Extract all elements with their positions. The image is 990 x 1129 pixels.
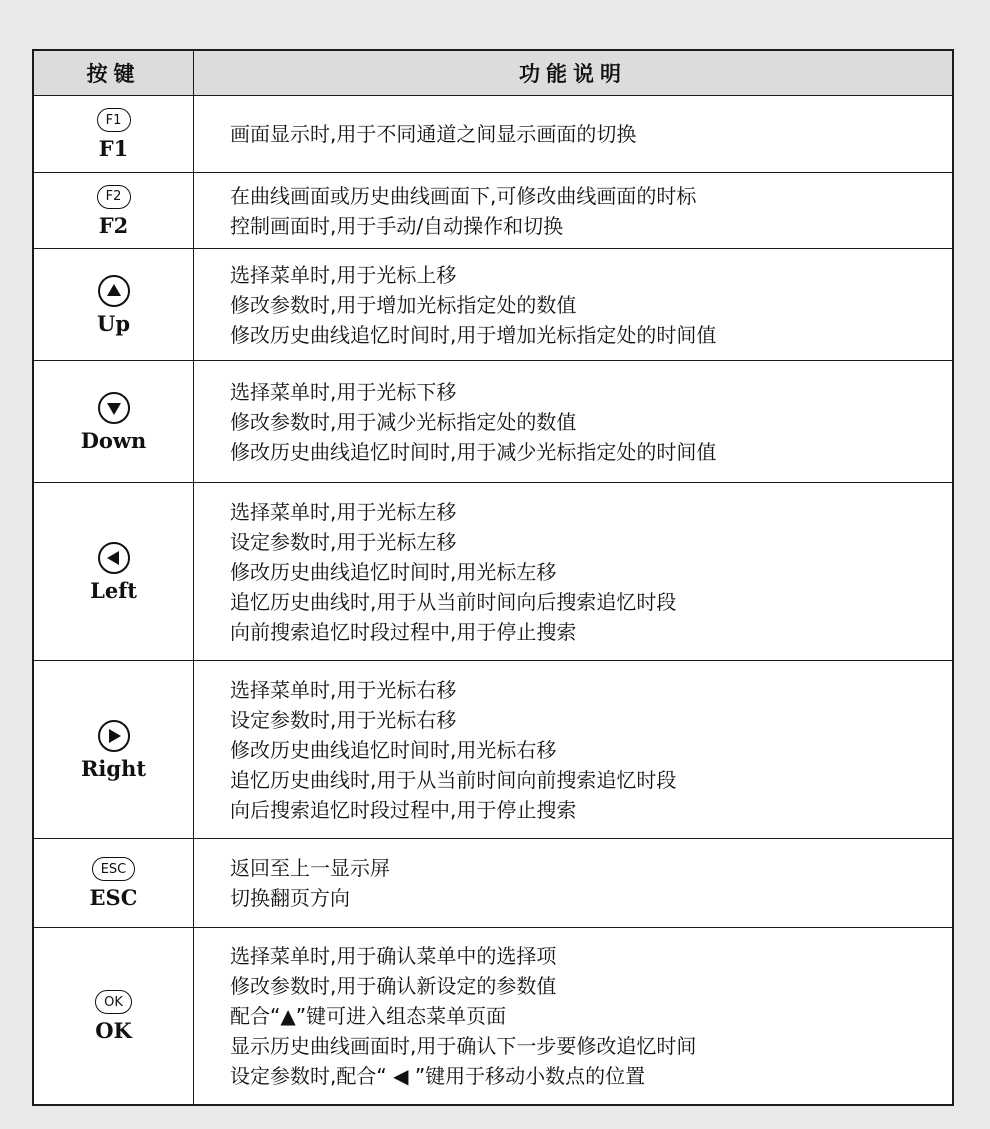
function-cell — [194, 96, 952, 172]
table-header — [34, 51, 952, 95]
function-cell — [194, 661, 952, 838]
esc-key-icon — [92, 857, 136, 881]
function-line: 修改历史曲线追忆时间时,用光标右移 — [230, 737, 557, 762]
function-line: 控制画面时,用于手动/自动操作和切换 — [230, 213, 564, 238]
key-name-right: Right — [80, 755, 147, 781]
function-line: 配合“▲”键可进入组态菜单页面 — [230, 1004, 507, 1028]
right-triangle-icon — [98, 720, 130, 752]
function-line: 切换翻页方向 — [230, 886, 350, 910]
key-cell — [34, 928, 194, 1104]
table-row-f2 — [34, 172, 952, 248]
key-function-table — [32, 49, 954, 1106]
key-cell — [34, 361, 194, 482]
function-line: 设定参数时,用于光标左移 — [230, 529, 457, 554]
function-line: 选择菜单时,用于光标右移 — [230, 677, 457, 702]
function-line: 选择菜单时,用于光标下移 — [230, 379, 457, 404]
function-line: 修改历史曲线追忆时间时,用于减少光标指定处的时间值 — [230, 439, 717, 464]
up-triangle-icon — [98, 275, 130, 307]
header-function-cell — [194, 51, 952, 95]
function-cell — [194, 249, 952, 360]
f1-key-icon-label: F1 — [105, 112, 122, 128]
key-cell — [34, 661, 194, 838]
table-row-esc — [34, 838, 952, 927]
function-cell — [194, 361, 952, 482]
key-cell — [34, 249, 194, 360]
function-cell — [194, 839, 952, 927]
key-name-esc: ESC — [89, 885, 138, 910]
ok-key-icon-label: OK — [104, 994, 123, 1010]
function-line: 修改参数时,用于增加光标指定处的数值 — [230, 292, 577, 317]
table-row-right — [34, 660, 952, 838]
function-cell — [194, 173, 952, 248]
function-line: 设定参数时,配合“ ◀ ”键用于移动小数点的位置 — [230, 1064, 646, 1088]
function-line: 返回至上一显示屏 — [230, 856, 390, 880]
key-name-f1: F1 — [98, 136, 129, 161]
f1-key-icon — [97, 108, 131, 132]
key-name-down: Down — [80, 427, 147, 453]
table-row-left — [34, 482, 952, 660]
function-line: 修改参数时,用于减少光标指定处的数值 — [230, 409, 577, 434]
f2-key-icon — [97, 185, 131, 209]
function-line: 修改历史曲线追忆时间时,用于增加光标指定处的时间值 — [230, 322, 717, 347]
function-line: 在曲线画面或历史曲线画面下,可修改曲线画面的时标 — [230, 183, 697, 208]
function-cell — [194, 928, 952, 1104]
key-name-up: Up — [97, 310, 130, 336]
key-name-left: Left — [90, 577, 137, 603]
f2-key-icon-label: F2 — [105, 189, 122, 204]
function-cell — [194, 483, 952, 660]
key-cell — [34, 173, 194, 248]
key-cell — [34, 839, 194, 927]
function-line: 选择菜单时,用于光标左移 — [230, 499, 457, 524]
function-line: 修改历史曲线追忆时间时,用光标左移 — [230, 559, 557, 584]
key-name-f2: F2 — [98, 212, 129, 238]
function-line: 追忆历史曲线时,用于从当前时间向后搜索追忆时段 — [230, 589, 677, 614]
table-row-ok — [34, 927, 952, 1104]
key-name-ok: OK — [95, 1018, 132, 1043]
left-triangle-icon — [98, 542, 130, 574]
header-key-label: 按键 — [86, 62, 141, 86]
function-line: 修改参数时,用于确认新设定的参数值 — [230, 974, 557, 998]
header-key-cell — [34, 51, 194, 95]
ok-key-icon — [95, 990, 132, 1014]
function-line: 选择菜单时,用于光标上移 — [230, 262, 457, 287]
key-cell — [34, 483, 194, 660]
function-line: 设定参数时,用于光标右移 — [230, 707, 457, 732]
function-line: 显示历史曲线画面时,用于确认下一步要修改追忆时间 — [230, 1034, 697, 1058]
function-line: 画面显示时,用于不同通道之间显示画面的切换 — [230, 122, 637, 146]
esc-key-icon-label: ESC — [100, 861, 127, 877]
function-line: 追忆历史曲线时,用于从当前时间向前搜索追忆时段 — [230, 767, 677, 792]
table-row-down — [34, 360, 952, 482]
table-row-f1 — [34, 95, 952, 172]
function-line: 向前搜索追忆时段过程中,用于停止搜索 — [230, 619, 577, 644]
table-row-up — [34, 248, 952, 360]
function-line: 向后搜索追忆时段过程中,用于停止搜索 — [230, 797, 577, 822]
key-cell — [34, 96, 194, 172]
header-function-label: 功能说明 — [519, 62, 627, 86]
function-line: 选择菜单时,用于确认菜单中的选择项 — [230, 944, 557, 968]
down-triangle-icon — [98, 392, 130, 424]
